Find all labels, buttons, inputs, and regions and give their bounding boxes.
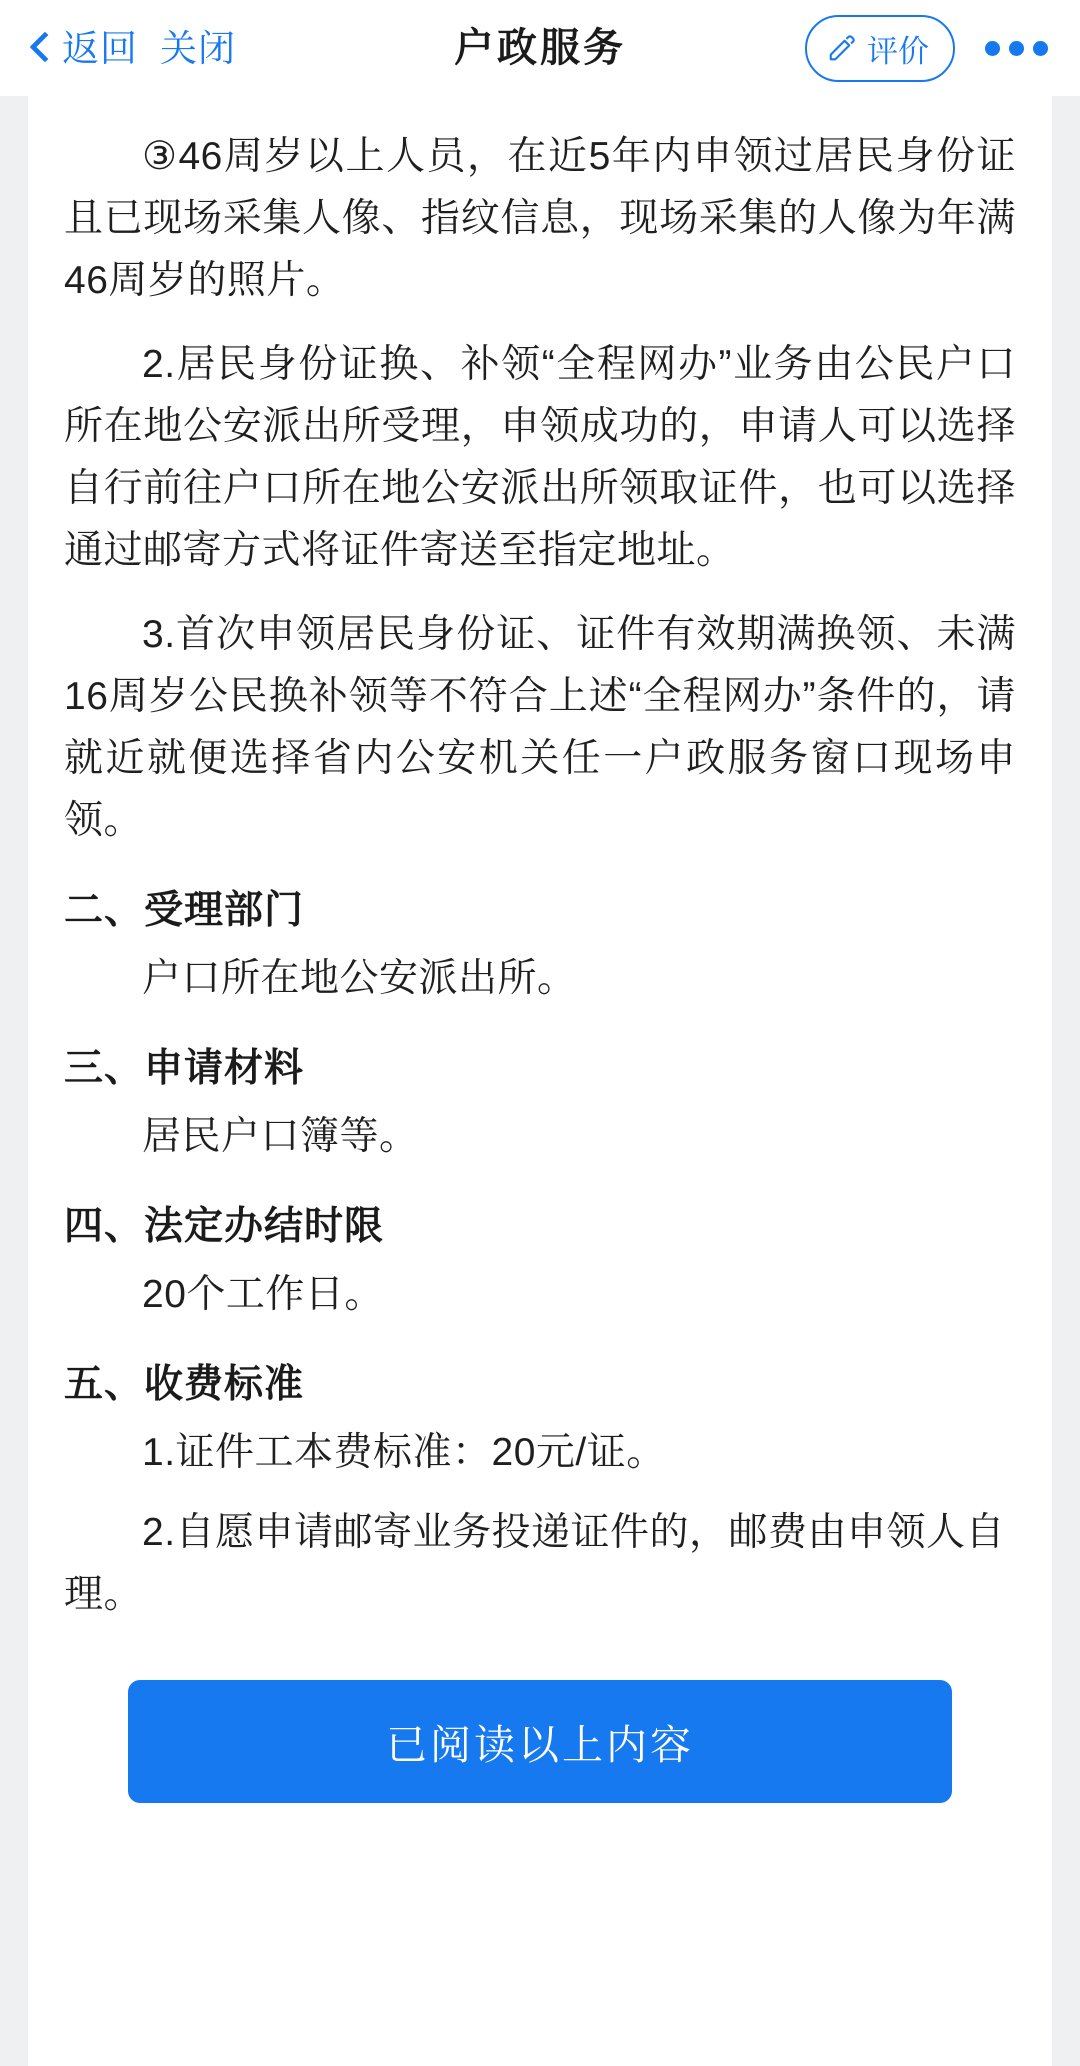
section-heading-fee-standard: 五、收费标准 (64, 1363, 305, 1406)
fee-item-1: 1.证件工本费标准：20元/证。 (142, 1431, 666, 1474)
nav-right-group (805, 15, 1052, 82)
rate-button-label: 评价 (867, 33, 929, 69)
close-button[interactable]: 关闭 (160, 27, 236, 69)
navigation-bar (0, 0, 1080, 96)
paragraph-item-2: 2.居民身份证换、补领“全程网办”业务由公民户口所在地公安派出所受理，申领成功的，申请人可以选择自行前往户口所在地公安派出所领取证件，也可以选择通过邮寄方式将证件寄送至指定地址。 (64, 343, 1016, 572)
pencil-icon (827, 33, 857, 63)
fee-item-2: 2.自愿申请邮寄业务投递证件的，邮费由申领人自理。 (64, 1511, 1006, 1616)
dot (1009, 41, 1024, 56)
page-title: 户政服务 (454, 26, 626, 70)
section-text-processing-time: 20个工作日。 (142, 1273, 384, 1316)
back-button[interactable]: 返回 (62, 27, 138, 69)
section-text-application-materials: 居民户口簿等。 (142, 1115, 419, 1158)
more-dots-icon[interactable] (981, 31, 1052, 66)
paragraph-item-3: ③46周岁以上人员，在近5年内申领过居民身份证且已现场采集人像、指纹信息，现场采集的人像为年满46周岁的照片。 (64, 135, 1016, 302)
section-text-accepting-department: 户口所在地公安派出所。 (142, 957, 577, 1000)
cta-container (64, 1644, 1016, 1843)
section-heading-processing-time: 四、法定办结时限 (64, 1205, 385, 1248)
article-content[interactable] (28, 96, 1052, 2066)
paragraph-item-3b: 3.首次申领居民身份证、证件有效期满换领、未满16周岁公民换补领等不符合上述“全程网办”条件的，请就近就便选择省内公安机关任一户政服务窗口现场申领。 (64, 613, 1016, 842)
chevron-left-icon[interactable] (28, 29, 54, 67)
dot (985, 41, 1000, 56)
rate-button[interactable] (805, 15, 955, 82)
dot (1033, 41, 1048, 56)
section-heading-accepting-department: 二、受理部门 (64, 889, 305, 932)
section-heading-application-materials: 三、申请材料 (64, 1047, 305, 1090)
nav-left-group (28, 29, 236, 67)
confirm-read-button[interactable]: 已阅读以上内容 (128, 1680, 952, 1803)
